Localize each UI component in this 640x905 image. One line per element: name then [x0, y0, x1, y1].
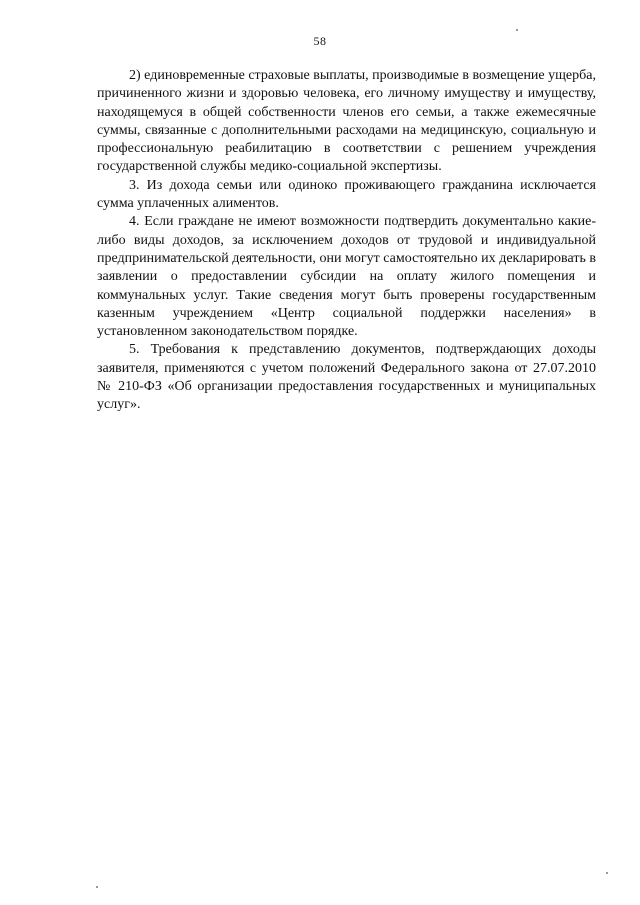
scan-speck-bottom-right — [606, 872, 608, 874]
paragraph-alimony: 3. Из дохода семьи или одиноко проживающего гражданина исключается сумма уплаченных алиментов. — [97, 177, 596, 212]
scan-speck-bottom-left — [96, 886, 98, 888]
document-body — [97, 67, 596, 415]
paragraph-insurance-payments: 2) единовременные страховые выплаты, производимые в возмещение ущерба, причиненного жизни и здоровью человека, его личному имуществу и имуществу, находящемуся в общей собственности членов его семьи, а также ежемесячные суммы, связанные с дополнительными расходами на медицинскую, социальную и профессиональную реабилитацию в соответствии с решением учреждения государственной службы медико-социальной экспертизы. — [97, 68, 596, 175]
paragraph-income-declaration: 4. Если граждане не имеют возможности подтвердить документально какие-либо виды доходов, за исключением доходов от трудовой и индивидуальной предпринимательской деятельности, они могут самостоятельно их декларировать в заявлении о предоставлении субсидии на оплату жилого помещения и коммунальных услуг. Такие сведения могут быть проверены государственным казенным учреждением «Центр социальной поддержки населения» в установленном законодательством порядке. — [97, 214, 596, 340]
page-number: 58 — [313, 34, 327, 48]
paragraph-document-requirements: 5. Требования к представлению документов, подтверждающих доходы заявителя, применяются с учетом положений Федерального закона от 27.07.2010 № 210-ФЗ «Об организации предоставления государственных и муниципальных услуг». — [97, 342, 596, 413]
scan-speck-top — [516, 29, 518, 31]
